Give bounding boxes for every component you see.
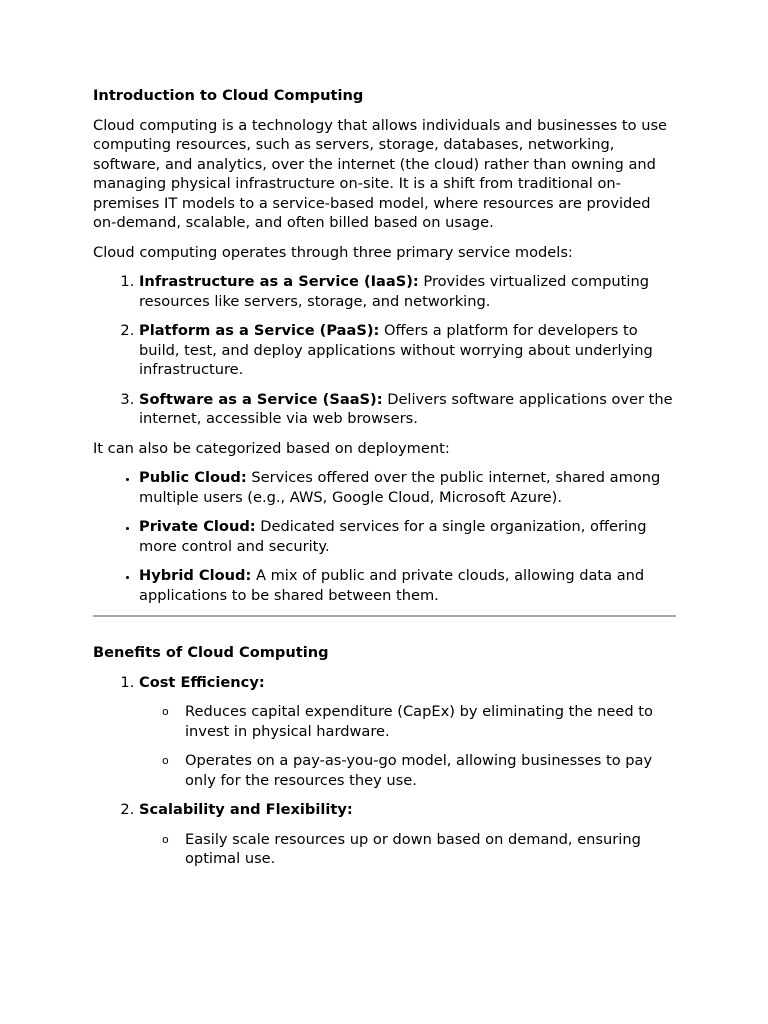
list-item <box>139 566 676 605</box>
circle-bullet-icon: o <box>162 832 169 846</box>
benefits-list <box>93 673 676 869</box>
service-models-lead: Cloud computing operates through three primary service models: <box>93 243 573 261</box>
intro-paragraph: Cloud computing is a technology that allows individuals and businesses to use computing resources, such as servers, storage, databases, networking, software, and analytics, over the internet (the cloud) rather than owning and managing physical infrastructure on-site. It is a shift from traditional on-premises IT models to a service-based model, where resources are provided on-demand, scalable, and often billed based on usage. <box>93 116 668 231</box>
list-item-text: Dedicated services for a single organization, offering more control and security. <box>139 518 647 555</box>
section-divider <box>93 615 676 617</box>
sub-list <box>139 830 676 869</box>
sub-list-item <box>162 702 676 741</box>
list-item-term: Private Cloud: <box>139 518 256 535</box>
list-item-term: Public Cloud: <box>139 469 247 486</box>
circle-bullet-icon: o <box>162 754 169 767</box>
document-page <box>93 86 676 879</box>
list-item <box>139 517 676 556</box>
sub-list-item-text: Reduces capital expenditure (CapEx) by eliminating the need to invest in physical hardware. <box>185 703 653 740</box>
list-item-term: Cost Efficiency: <box>139 673 265 691</box>
list-item <box>139 272 676 311</box>
section-title-benefits: Benefits of Cloud Computing <box>93 644 329 661</box>
sub-list <box>139 702 676 790</box>
list-item <box>139 390 676 429</box>
list-item-text: A mix of public and private clouds, allowing data and applications to be shared between them. <box>139 567 645 604</box>
list-item <box>139 673 676 791</box>
list-item <box>139 800 676 869</box>
section-title-intro: Introduction to Cloud Computing <box>93 87 364 104</box>
list-item-text: Offers a platform for developers to build, test, and deploy applications without worrying about underlying infrastructure. <box>139 322 653 378</box>
list-item <box>139 321 676 380</box>
list-item-term: Scalability and Flexibility: <box>139 801 353 818</box>
list-item-term: Software as a Service (SaaS): <box>139 390 383 408</box>
list-item-term: Hybrid Cloud: <box>139 567 252 584</box>
sub-list-item <box>162 751 676 790</box>
list-item-text: Delivers software applications over the internet, accessible via web browsers. <box>139 390 673 427</box>
sub-list-item-text: Operates on a pay-as-you-go model, allowing businesses to pay only for the resources they use. <box>185 752 653 789</box>
list-item-text: Services offered over the public internet, shared among multiple users (e.g., AWS, Google Cloud, Microsoft Azure). <box>139 469 661 506</box>
circle-bullet-icon: o <box>162 705 169 718</box>
list-item <box>139 468 676 507</box>
sub-list-item-text: Easily scale resources up or down based on demand, ensuring optimal use. <box>185 830 641 867</box>
deployment-models-list <box>93 468 676 605</box>
list-item-term: Platform as a Service (PaaS): <box>139 322 380 339</box>
list-item-text: Provides virtualized computing resources like servers, storage, and networking. <box>139 273 649 310</box>
deployment-lead: It can also be categorized based on deployment: <box>93 439 450 457</box>
list-item-term: Infrastructure as a Service (IaaS): <box>139 273 419 290</box>
sub-list-item <box>162 830 676 869</box>
service-models-list <box>93 272 676 429</box>
